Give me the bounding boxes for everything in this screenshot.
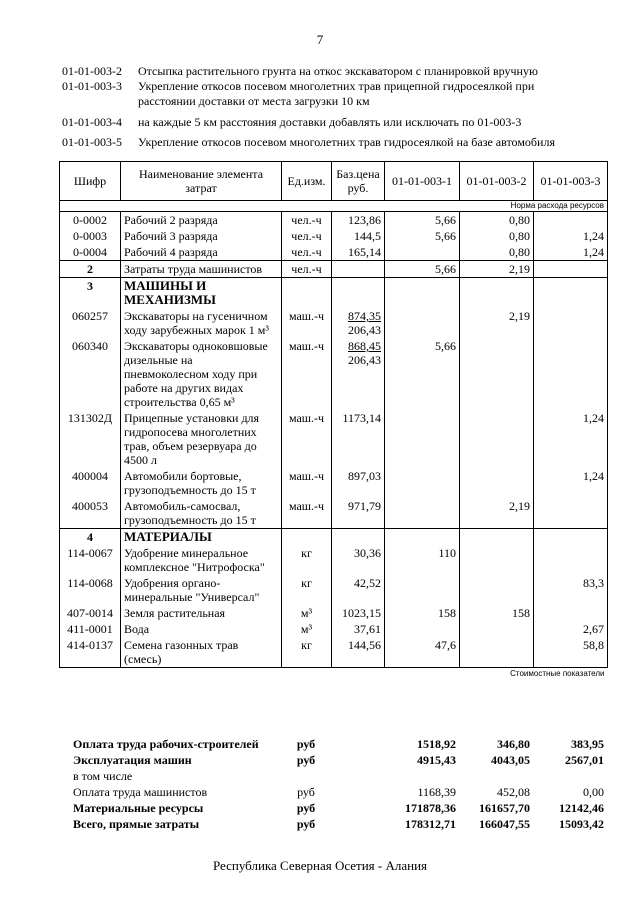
cell-price (332, 308, 385, 338)
cell-code: 060340 (60, 338, 121, 410)
cell-price (332, 545, 385, 575)
cell-price (332, 621, 385, 637)
cell-price (332, 529, 385, 546)
cell-price-value: 897,03 (348, 469, 381, 483)
summary-blank (331, 800, 384, 816)
cell-price-value: 874,35 (348, 309, 381, 323)
cell-v2 (460, 529, 534, 546)
cell-code: 407-0014 (60, 605, 121, 621)
summary-name: Оплата труда рабочих-строителей (73, 737, 259, 751)
cell-v2: 2,19 (460, 308, 534, 338)
code-item (62, 135, 632, 150)
cell-v1: 5,66 (385, 212, 460, 229)
cell-price-value: 42,52 (354, 576, 381, 590)
summary-unit: руб (296, 801, 316, 815)
code-id: 01-01-003-2 (62, 64, 122, 78)
cell-v3: 2,67 (534, 621, 608, 637)
cell-v1: 47,6 (385, 637, 460, 668)
cell-v1: 110 (385, 545, 460, 575)
footer-region: Республика Северная Осетия - Алания (212, 858, 428, 873)
cell-v1 (385, 498, 460, 529)
cell-unit: маш.-ч (282, 498, 332, 529)
summary-blank (331, 752, 384, 768)
summary-row (59, 752, 607, 768)
cell-code: 0-0004 (60, 244, 121, 261)
cell-price (332, 228, 385, 244)
cell-v3 (534, 338, 608, 410)
summary-v2: 452,08 (497, 785, 530, 799)
cell-v2: 0,80 (460, 228, 534, 244)
cell-v1 (385, 410, 460, 468)
cell-v1 (385, 621, 460, 637)
summary-row (59, 784, 607, 800)
cell-price (332, 244, 385, 261)
cell-name: Прицепные установки для гидропосева многолетних трав, объем резервуара до 4500 л (121, 410, 282, 468)
cell-price (332, 278, 385, 309)
header-name: Наименование элемента затрат (121, 162, 282, 201)
summary-blank (331, 816, 384, 832)
cell-unit: чел.-ч (282, 212, 332, 229)
table-row (60, 637, 608, 668)
summary-blank (331, 768, 384, 784)
cell-price-value: 165,14 (348, 245, 381, 259)
cell-unit: кг (282, 637, 332, 668)
cell-price-secondary: 206,43 (348, 353, 381, 367)
cell-price (332, 212, 385, 229)
table-row (60, 410, 608, 468)
cell-v3: 1,24 (534, 244, 608, 261)
cell-v3: 1,24 (534, 410, 608, 468)
cell-code: 400053 (60, 498, 121, 529)
cell-price-value: 1173,14 (342, 411, 381, 425)
cell-v2 (460, 621, 534, 637)
code-id: 01-01-003-3 (62, 79, 122, 93)
cell-v3 (534, 529, 608, 546)
header-col3: 01-01-003-3 (534, 162, 608, 201)
cell-code: 131302Д (60, 410, 121, 468)
summary-v2: 346,80 (497, 737, 530, 751)
cell-v3: 58,8 (534, 637, 608, 668)
table-row (60, 338, 608, 410)
cell-v1: 5,66 (385, 261, 460, 278)
table-row (60, 621, 608, 637)
cell-v3 (534, 498, 608, 529)
cell-name: Семена газонных трав (смесь) (121, 637, 282, 668)
summary-table (59, 736, 607, 832)
summary-v3: 12142,46 (559, 801, 604, 815)
summary-row (59, 768, 607, 784)
header-price: Баз.цена руб. (332, 162, 385, 201)
cell-price (332, 410, 385, 468)
cell-code: 060257 (60, 308, 121, 338)
code-item (62, 94, 632, 109)
cell-v3: 83,3 (534, 575, 608, 605)
cell-unit: кг (282, 545, 332, 575)
cell-code: 2 (60, 261, 121, 278)
cell-code: 114-0068 (60, 575, 121, 605)
cell-price-value: 30,36 (354, 546, 381, 560)
cell-v3 (534, 278, 608, 309)
cell-v3 (534, 308, 608, 338)
summary-v1: 1168,39 (417, 785, 456, 799)
cell-v2: 2,19 (460, 261, 534, 278)
cell-price-value: 144,5 (354, 229, 381, 243)
header-col2: 01-01-003-2 (460, 162, 534, 201)
code-id: 01-01-003-4 (62, 115, 122, 129)
cell-name: МАТЕРИАЛЫ (121, 529, 282, 546)
code-title: Укрепление откосов посевом многолетних трав гидросеялкой на базе автомобиля (138, 135, 555, 149)
cell-price-value: 868,45 (348, 339, 381, 353)
summary-v3: 15093,42 (559, 817, 604, 831)
cell-v2 (460, 278, 534, 309)
cell-v1 (385, 575, 460, 605)
cell-price-value: 37,61 (354, 622, 381, 636)
cell-v2: 0,80 (460, 244, 534, 261)
cell-v3 (534, 212, 608, 229)
code-title: расстоянии доставки от места загрузки 10 км (138, 94, 370, 108)
cell-v1 (385, 278, 460, 309)
cell-v2 (460, 468, 534, 498)
table-row (60, 605, 608, 621)
cell-price-value: 123,86 (348, 213, 381, 227)
cell-name: Удобрения органо-минеральные "Универсал" (121, 575, 282, 605)
summary-name: в том числе (73, 769, 133, 783)
summary-v3: 2567,01 (565, 753, 604, 767)
cell-unit: маш.-ч (282, 338, 332, 410)
summary-blank (331, 736, 384, 752)
cost-label-row (60, 668, 608, 681)
cell-name: Удобрение минеральное комплексное "Нитрофоска" (121, 545, 282, 575)
cell-name: Рабочий 2 разряда (121, 212, 282, 229)
summary-unit (281, 768, 331, 784)
cell-name: Рабочий 4 разряда (121, 244, 282, 261)
code-id: 01-01-003-5 (62, 135, 122, 149)
table-row (60, 498, 608, 529)
code-title: на каждые 5 км расстояния доставки добавлять или исключать по 01-003-3 (138, 115, 522, 129)
cell-v3: 1,24 (534, 468, 608, 498)
summary-v2: 166047,55 (479, 817, 530, 831)
cell-code: 3 (60, 278, 121, 309)
cell-name: Земля растительная (121, 605, 282, 621)
code-item (62, 79, 632, 94)
summary-v3 (533, 768, 607, 784)
cell-v1 (385, 468, 460, 498)
cell-v1 (385, 308, 460, 338)
cell-code: 411-0001 (60, 621, 121, 637)
table-row (60, 212, 608, 229)
summary-v3: 0,00 (583, 785, 604, 799)
table-row (60, 278, 608, 309)
summary-name: Всего, прямые затраты (73, 817, 200, 831)
cell-v2 (460, 545, 534, 575)
cell-name: Вода (121, 621, 282, 637)
cell-unit: маш.-ч (282, 468, 332, 498)
cell-unit (282, 529, 332, 546)
cell-name: Автомобили бортовые, грузоподъемность до 15 т (121, 468, 282, 498)
cell-price (332, 575, 385, 605)
cell-name: Рабочий 3 разряда (121, 228, 282, 244)
summary-v2: 161657,70 (479, 801, 530, 815)
summary-v1 (384, 768, 459, 784)
cell-price-value: 1023,15 (342, 606, 381, 620)
cell-v1: 5,66 (385, 228, 460, 244)
cell-v2 (460, 410, 534, 468)
header-unit: Ед.изм. (282, 162, 332, 201)
summary-row (59, 800, 607, 816)
cell-v3 (534, 605, 608, 621)
cell-code: 400004 (60, 468, 121, 498)
summary-unit: руб (296, 817, 316, 831)
summary-row (59, 816, 607, 832)
cell-v2 (460, 338, 534, 410)
summary-v1: 4915,43 (417, 753, 456, 767)
summary-unit: руб (296, 737, 316, 751)
resource-table (59, 161, 608, 680)
cell-name: Затраты труда машинистов (121, 261, 282, 278)
cell-price (332, 498, 385, 529)
table-row (60, 468, 608, 498)
summary-row (59, 736, 607, 752)
table-row (60, 308, 608, 338)
header-code: Шифр (60, 162, 121, 201)
cell-code: 4 (60, 529, 121, 546)
cell-unit: маш.-ч (282, 308, 332, 338)
cell-v2 (460, 575, 534, 605)
cell-v1: 158 (385, 605, 460, 621)
cell-v2 (460, 637, 534, 668)
cell-price (332, 637, 385, 668)
cell-v1 (385, 244, 460, 261)
cell-unit: м³ (282, 621, 332, 637)
cell-price-secondary: 206,43 (348, 323, 381, 337)
cell-unit: чел.-ч (282, 244, 332, 261)
cell-price-value: 971,79 (348, 499, 381, 513)
cell-unit: кг (282, 575, 332, 605)
cell-name: МАШИНЫ И МЕХАНИЗМЫ (121, 278, 282, 309)
table-row (60, 261, 608, 278)
summary-blank (331, 784, 384, 800)
cell-unit (282, 278, 332, 309)
summary-v3: 383,95 (571, 737, 604, 751)
cell-code: 0-0003 (60, 228, 121, 244)
cell-v3 (534, 261, 608, 278)
cell-unit: чел.-ч (282, 228, 332, 244)
cell-name: Автомобиль-самосвал, грузоподъемность до 15 т (121, 498, 282, 529)
summary-unit: руб (297, 785, 315, 799)
cell-v2: 158 (460, 605, 534, 621)
cell-code: 114-0067 (60, 545, 121, 575)
summary-v2: 4043,05 (491, 753, 530, 767)
summary-v1: 1518,92 (417, 737, 456, 751)
summary-name: Оплата труда машинистов (73, 785, 208, 799)
cell-price (332, 261, 385, 278)
code-id (62, 94, 138, 109)
code-title: Отсыпка растительного грунта на откос экскаватором с планировкой вручную (138, 64, 538, 78)
header-col1: 01-01-003-1 (385, 162, 460, 201)
cell-v2: 2,19 (460, 498, 534, 529)
cell-unit: чел.-ч (282, 261, 332, 278)
code-list (62, 64, 632, 150)
table-header (60, 162, 608, 201)
table-row (60, 529, 608, 546)
table-row (60, 575, 608, 605)
cell-v3 (534, 545, 608, 575)
norm-label: Норма расхода ресурсов (60, 201, 608, 212)
cell-price (332, 605, 385, 621)
table-row (60, 244, 608, 261)
cell-v1: 5,66 (385, 338, 460, 410)
code-title: Укрепление откосов посевом многолетних трав прицепной гидросеялкой при (138, 79, 535, 93)
code-item (62, 115, 632, 130)
summary-name: Материальные ресурсы (73, 801, 204, 815)
summary-v2 (459, 768, 533, 784)
cell-price (332, 338, 385, 410)
page-number: 7 (316, 32, 324, 47)
cost-label: Стоимостные показатели (60, 668, 608, 681)
table-body (60, 212, 608, 668)
summary-unit: руб (296, 753, 316, 767)
cell-name: Экскаваторы одноковшовые дизельные на пневмоколесном ходу при работе на других видах строительства 0,65 м³ (121, 338, 282, 410)
table-row (60, 545, 608, 575)
norm-label-row (60, 201, 608, 212)
cell-code: 414-0137 (60, 637, 121, 668)
cell-code: 0-0002 (60, 212, 121, 229)
cell-name: Экскаваторы на гусеничном ходу зарубежных марок 1 м³ (121, 308, 282, 338)
cell-price (332, 468, 385, 498)
cell-unit: маш.-ч (282, 410, 332, 468)
code-item (62, 64, 632, 79)
summary-v1: 178312,71 (405, 817, 456, 831)
cell-unit: м³ (282, 605, 332, 621)
table-row (60, 228, 608, 244)
cell-v1 (385, 529, 460, 546)
cell-v2: 0,80 (460, 212, 534, 229)
cell-v3: 1,24 (534, 228, 608, 244)
summary-v1: 171878,36 (405, 801, 456, 815)
summary-name: Эксплуатация машин (73, 753, 192, 767)
cell-price-value: 144,56 (348, 638, 381, 652)
